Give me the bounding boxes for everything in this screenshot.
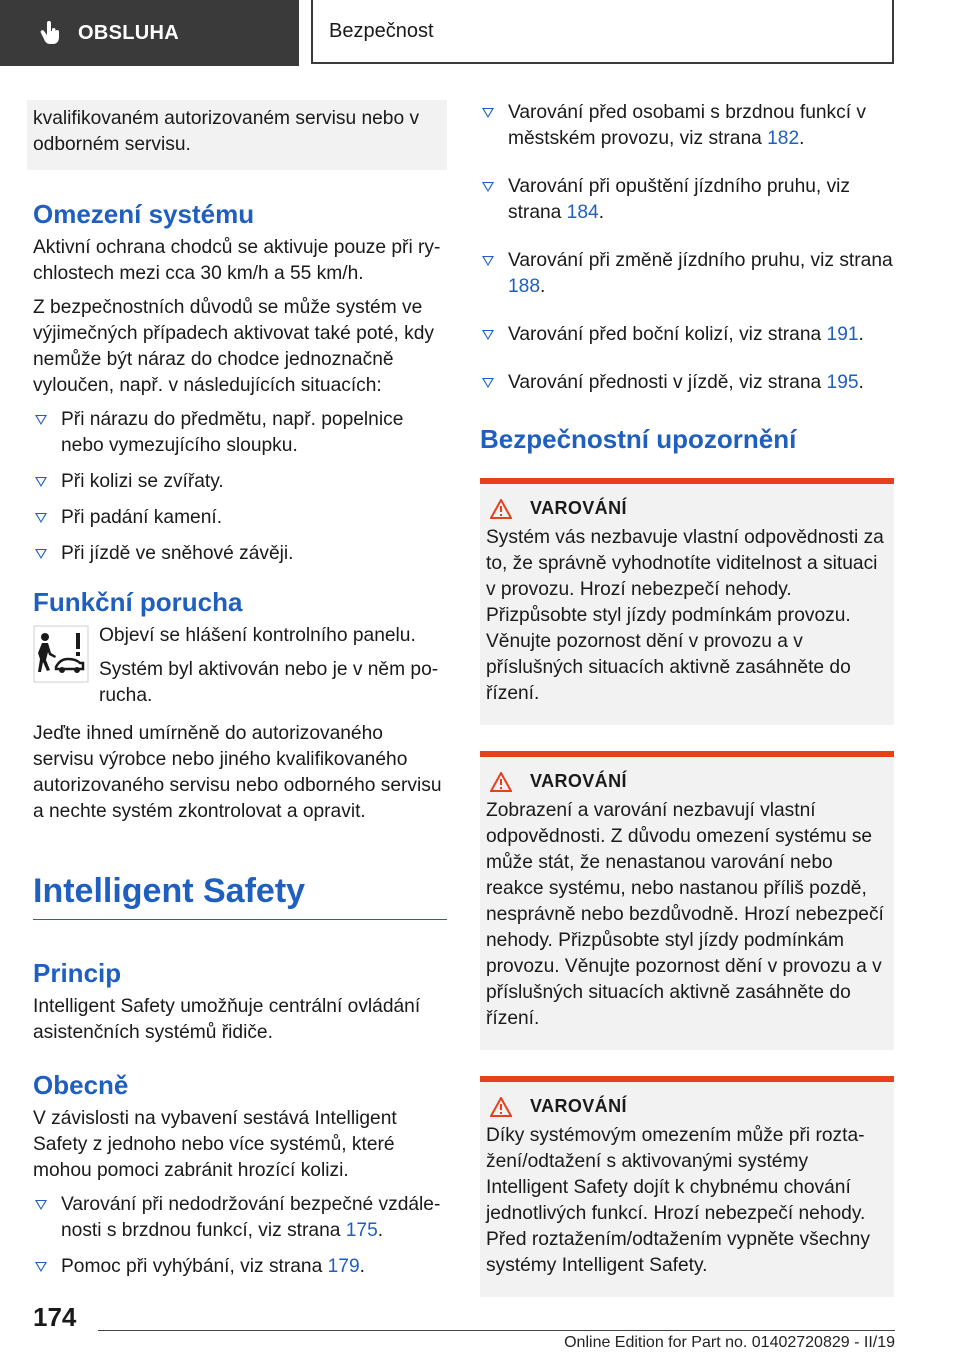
paragraph: Aktivní ochrana chodců se aktivuje pouze při rychlostech mezi cca 30 km/h a 55 km/h. bbox=[33, 237, 441, 284]
heading-safety-notes: Bezpečnostní upozornění bbox=[480, 424, 797, 454]
warning-box bbox=[480, 751, 894, 1050]
page-link[interactable]: 191 bbox=[826, 324, 859, 345]
list-item-text: Pomoc při vyhýbání, viz strana bbox=[61, 1256, 328, 1277]
edition-text: Online Edition for Part no. 01402720829 - II/19 bbox=[564, 1334, 895, 1351]
list-item-text: Varování při změně jízdního pruhu, viz strana bbox=[508, 250, 893, 271]
page-number: 174 bbox=[33, 1302, 77, 1332]
list-item-text: Při jízdě ve sněhové závěji. bbox=[61, 543, 294, 564]
list-item bbox=[480, 174, 894, 226]
punctuation: . bbox=[799, 128, 805, 149]
triangle-bullet-icon bbox=[482, 256, 494, 266]
warning-header bbox=[490, 498, 888, 519]
punctuation: . bbox=[540, 276, 546, 297]
triangle-bullet-icon bbox=[35, 415, 47, 425]
fault-messages bbox=[99, 623, 447, 717]
footer-divider bbox=[98, 1330, 895, 1331]
section-tab bbox=[0, 0, 299, 66]
page-link[interactable]: 195 bbox=[826, 372, 859, 393]
triangle-bullet-icon bbox=[482, 330, 494, 340]
list-item bbox=[33, 1192, 447, 1244]
warning-triangle-icon bbox=[490, 1097, 512, 1117]
heading-principle: Princip bbox=[33, 958, 122, 988]
list-item bbox=[480, 322, 894, 348]
list-item-text: Při padání kamení. bbox=[61, 507, 223, 528]
paragraph: V závislosti na vybavení sestává Intelligent Safety z jednoho nebo více systémů, které mohou pomoci zabránit hrozící kolizi. bbox=[33, 1108, 397, 1181]
page-link[interactable]: 188 bbox=[508, 276, 541, 297]
warning-text: Díky systémovým omezením může při roztažení/odtažení s aktivovanými systémy Intelligent Safety dojít k chybnému chování jednotlivých funkcí. Hrozí nebezpečí nehody. Před roztažením/odtažením vypněte všechny systémy Intelligent Safety. bbox=[486, 1125, 870, 1276]
list-item bbox=[33, 407, 447, 459]
right-column bbox=[480, 100, 894, 1323]
list-item bbox=[33, 505, 447, 531]
warning-header bbox=[490, 771, 888, 792]
triangle-bullet-icon bbox=[482, 108, 494, 118]
left-column bbox=[33, 100, 447, 1298]
list-item bbox=[33, 541, 447, 567]
paragraph: Jeďte ihned umírněně do autorizovaného servisu výrobce nebo jiného kvalifikovaného autorizovaného servisu nebo odborného servisu a nechte systém zkontrolovat a opravit. bbox=[33, 723, 442, 822]
triangle-bullet-icon bbox=[35, 513, 47, 523]
heading-fault: Funkční porucha bbox=[33, 587, 243, 617]
continued-text: kvalifikovaném autorizovaném servisu nebo v odborném servisu. bbox=[33, 108, 420, 155]
situations-list bbox=[33, 407, 447, 567]
punctuation: . bbox=[858, 324, 864, 345]
paragraph: Objeví se hlášení kontrolního panelu. bbox=[99, 625, 416, 646]
warning-triangle-icon bbox=[490, 772, 512, 792]
page-link[interactable]: 184 bbox=[566, 202, 599, 223]
heading-limits: Omezení systému bbox=[33, 199, 255, 229]
triangle-bullet-icon bbox=[482, 378, 494, 388]
heading-general: Obecně bbox=[33, 1070, 129, 1100]
list-item bbox=[33, 1254, 447, 1280]
section-label: OBSLUHA bbox=[78, 21, 179, 44]
triangle-bullet-icon bbox=[35, 477, 47, 487]
continued-box bbox=[27, 100, 447, 170]
page-footer bbox=[0, 1290, 960, 1362]
punctuation: . bbox=[598, 202, 605, 223]
list-item bbox=[33, 469, 447, 495]
triangle-bullet-icon bbox=[35, 549, 47, 559]
page-link[interactable]: 175 bbox=[345, 1220, 378, 1241]
triangle-bullet-icon bbox=[35, 1200, 47, 1210]
punctuation: . bbox=[359, 1256, 365, 1277]
warning-label: VAROVÁNÍ bbox=[530, 771, 627, 791]
systems-list-continued bbox=[480, 100, 894, 396]
punctuation: . bbox=[858, 372, 864, 393]
list-item bbox=[480, 100, 894, 152]
warning-text: Zobrazení a varování nezbavují vlastní odpovědnosti. Z důvodu omezení systému se může stát, že nenastanou varování nebo reakce systému, nebo nastanou příliš pozdě, nesprávně nebo bezdůvodně. Hrozí nebezpečí nehody. Přizpůsobte styl jízdy podmínkám provozu. Věnujte pozornost dění v provozu a v příslušných situacích aktivně zasáhněte do řízení. bbox=[486, 800, 884, 1029]
section-title: Intelligent Safety bbox=[33, 869, 447, 920]
list-item-text: Varování před osobami s brzdnou funkcí v městském provozu, viz strana bbox=[508, 102, 867, 149]
warning-header bbox=[490, 1096, 888, 1117]
systems-list bbox=[33, 1192, 447, 1280]
warning-label: VAROVÁNÍ bbox=[530, 1096, 627, 1116]
list-item-text: Při nárazu do předmětu, např. popelnice nebo vymezujícího sloupku. bbox=[61, 409, 404, 456]
list-item-text: Varování při nedodržování bezpečné vzdálenosti s brzdnou funkcí, viz strana bbox=[61, 1194, 441, 1241]
triangle-bullet-icon bbox=[482, 182, 494, 192]
hand-pointer-icon bbox=[40, 21, 60, 45]
warning-triangle-icon bbox=[490, 499, 512, 519]
list-item-text: Varování před boční kolizí, viz strana bbox=[508, 324, 827, 345]
list-item bbox=[480, 370, 894, 396]
punctuation: . bbox=[377, 1220, 384, 1241]
page-link[interactable]: 179 bbox=[327, 1256, 360, 1277]
warning-label: VAROVÁNÍ bbox=[530, 498, 627, 518]
list-item-text: Varování při opuštění jízdního pruhu, viz strana bbox=[508, 176, 851, 223]
list-item-text: Při kolizi se zvířaty. bbox=[61, 471, 224, 492]
fault-block bbox=[33, 623, 447, 717]
pedestrian-warning-icon bbox=[33, 625, 89, 683]
page-link[interactable]: 182 bbox=[767, 128, 800, 149]
breadcrumb: Bezpečnost bbox=[311, 0, 894, 64]
paragraph: Intelligent Safety umožňuje centrální ovládání asistenčních systémů řidiče. bbox=[33, 996, 421, 1043]
triangle-bullet-icon bbox=[35, 1262, 47, 1272]
warning-box bbox=[480, 1076, 894, 1297]
paragraph: Z bezpečnostních důvodů se může systém ve výjimečných případech aktivovat také poté, kdy nemůže být náraz do chodce jednoznačně vyloučen, např. v následujících situacích: bbox=[33, 297, 435, 396]
page-header bbox=[0, 0, 960, 66]
list-item bbox=[480, 248, 894, 300]
list-item-text: Varování přednosti v jízdě, viz strana bbox=[508, 372, 827, 393]
paragraph: Systém byl aktivován nebo je v něm porucha. bbox=[99, 659, 439, 706]
warning-text: Systém vás nezbavuje vlastní odpovědnosti za to, že správně vyhodnotíte viditelnost a situaci v provozu. Hrozí nebezpečí nehody. Přizpůsobte styl jízdy podmínkám provozu. Věnujte pozornost dění v provozu a v příslušných situacích aktivně zasáhněte do řízení. bbox=[486, 527, 884, 704]
warning-box bbox=[480, 478, 894, 725]
